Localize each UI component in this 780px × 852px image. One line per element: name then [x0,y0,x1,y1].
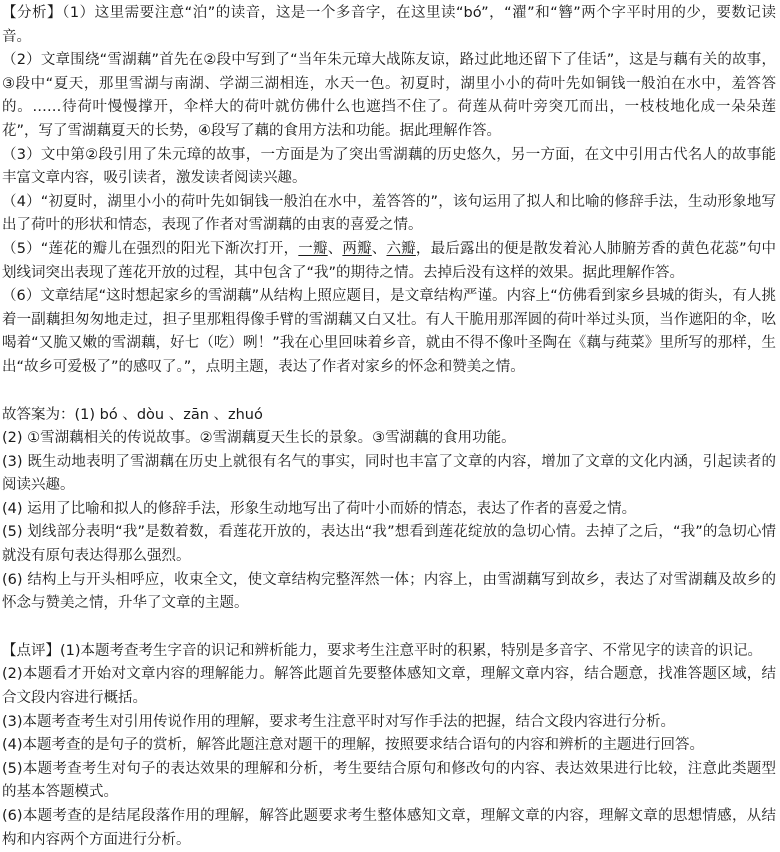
analysis-item-4: （4）“初夏时，湖里小小的荷叶先如铜钱一般泊在水中，羞答答的”，该句运用了拟人和比喻的修辞手法，生动形象地写出了荷叶的形状和情态，表现了作者对雪湖藕的由衷的喜爱之情。 [2,193,776,234]
answer-item-5: (5) 划线部分表明“我”是数着数，看莲花开放的，表达出“我”想看到莲花绽放的急切心情。去掉了之后，“我”的急切心情就没有原句表达得那么强烈。 [2,524,776,565]
comment-item-4: (4)本题考查的是句子的赏析，解答此题注意对题干的理解，按照要求结合语句的内容和辨析的主题进行回答。 [2,737,705,754]
underlined-word: 六瓣 [386,240,416,257]
comment-item-6: (6)本题考查的是结尾段落作用的理解，解答此题要求考生整体感知文章，理解文章的内容，理解文章的思想情感，从结构和内容两个方面进行分析。 [2,808,776,848]
analysis-item-3: （3）文中第②段引用了朱元璋的故事，一方面是为了突出雪湖藕的历史悠久，另一方面，在文中引用古代名人的故事能丰富文章内容，吸引读者，激发读者阅读兴趣。 [2,146,776,187]
answer-item-1: 故答案为：(1) bó 、dòu 、zān 、zhuó [2,406,263,423]
analysis-item-6: （6）文章结尾“这时想起家乡的雪湖藕”从结构上照应题目，是文章结构严谨。内容上“仿佛看到家乡县城的街头，有人挑着一副藕担匆匆地走过，担子里那粗得像手臂的雪湖藕又白又壮。有人干脆用那浑圆的荷叶举过头顶，当作遮阳的伞，吆喝着“又脆又嫩的雪湖藕，好七（吃）咧！”我在心里回味着乡音，就由不得不像叶圣陶在《藕与莼菜》里所写的那样，生出“故乡可爱极了”的感叹了。”，点明主题，表达了作者对家乡的怀念和赞美之情。 [2,288,776,375]
analysis-item-2: （2）文章围绕“雪湖藕”首先在②段中写到了“当年朱元璋大战陈友谅，路过此地还留下了佳话”，这是与藕有关的故事，③段中“夏天，那里雪湖与南湖、学湖三湖相连，水天一色。初夏时，湖里小小的荷叶先如铜钱一般泊在水中，羞答答的。……待荷叶慢慢撑开，伞样大的荷叶就仿佛什么也遮挡不住了。荷莲从荷叶旁突兀而出，一枝枝地化成一朵朵莲花”，写了雪湖藕夏天的长势，④段写了藕的食用方法和功能。据此理解作答。 [2,52,776,139]
underlined-word: 一瓣 [298,240,328,257]
answer-item-2: (2) ①雪湖藕相关的传说故事。②雪湖藕夏天生长的景象。③雪湖藕的食用功能。 [2,430,516,447]
comment-item-2: (2)本题看才开始对文章内容的理解能力。解答此题首先要整体感知文章，理解文章内容，结合题意，找准答题区域，结合文段内容进行概括。 [2,666,776,707]
comment-item-5: (5)本题考查考生对句子的表达效果的理解和分析，考生要结合原句和修改句的内容、表达效果进行比较，注意此类题型的基本答题模式。 [2,760,776,801]
underlined-word: 两瓣 [342,240,372,257]
analysis-item-5: （5）“莲花的瓣儿在强烈的阳光下渐次打开，一瓣、两瓣、六瓣，最后露出的便是散发着沁人肺腑芳香的黄色花蕊”句中划线词突出表现了莲花开放的过程，其中包含了“我”的期待之情。去掉后没有这样的效果。据此理解作答。 [2,240,777,281]
answer-item-3: (3) 既生动地表明了雪湖藕在历史上就很有名气的事实，同时也丰富了文章的内容，增加了文章的文化内涵，引起读者的阅读兴趣。 [2,453,776,494]
answer-item-4: (4) 运用了比喻和拟人的修辞手法，形象生动地写出了荷叶小而娇的情态，表达了作者的喜爱之情。 [2,500,637,517]
divider [2,380,776,404]
divider [2,616,776,640]
analysis-intro: 【分析】（1）这里需要注意“泊”的读音，这是一个多音字，在这里读“bó”，“濯”和“簪”两个字平时用的少，要数记读音。 [2,5,776,45]
comment-intro: 【点评】(1)本题考查考生字音的识记和辨析能力，要求考生注意平时的积累，特别是多音字、不常见字的读音的识记。 [2,642,763,659]
answer-item-6: (6) 结构上与开头相呼应，收束全文，使文章结构完整浑然一体；内容上，由雪湖藕写到故乡，表达了对雪湖藕及故乡的怀念与赞美之情，升华了文章的主题。 [2,571,776,612]
comment-item-3: (3)本题考查考生对引用传说作用的理解，要求考生注意平时对写作手法的把握，结合文段内容进行分析。 [2,713,676,730]
